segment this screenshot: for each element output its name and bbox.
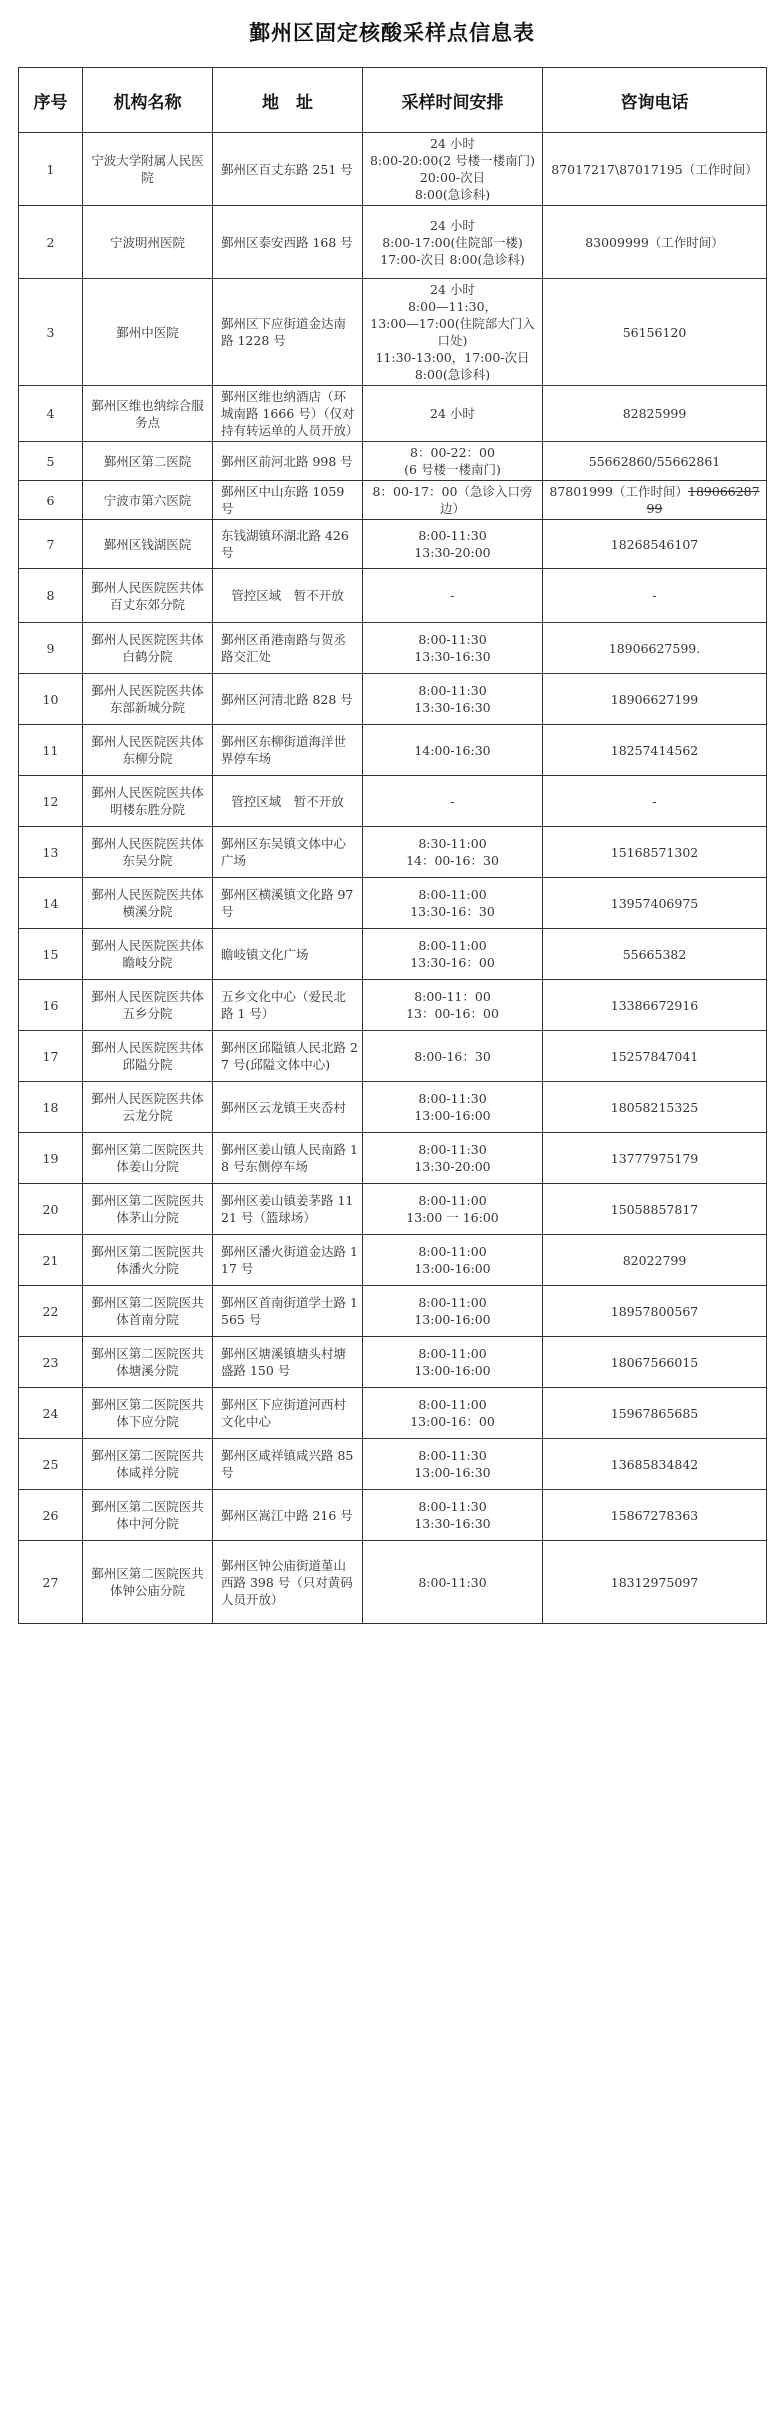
phone-text: 13386672916	[610, 997, 699, 1013]
cell-time	[363, 133, 543, 206]
cell-addr: 鄞州区咸祥镇咸兴路 85 号	[213, 1439, 363, 1490]
cell-time	[363, 1082, 543, 1133]
phone-text: 87801999（工作时间）18906628799	[549, 484, 760, 516]
cell-phone	[543, 776, 767, 827]
time-line: 13:30-16:30	[414, 1516, 491, 1531]
cell-phone	[543, 481, 767, 520]
cell-time	[363, 878, 543, 929]
time-line: 8:00-11:30	[418, 632, 487, 647]
phone-text: 18257414562	[610, 742, 699, 758]
phone-text: 15058857817	[610, 1201, 699, 1217]
cell-addr: 瞻岐镇文化广场	[213, 929, 363, 980]
phone-text: 55665382	[622, 946, 687, 962]
phone-text: 18957800567	[610, 1303, 699, 1319]
cell-time	[363, 1439, 543, 1490]
time-line: 8:00-11:30	[418, 1091, 487, 1106]
time-line: 8:00-11:00	[418, 1244, 487, 1259]
cell-addr: 鄞州区前河北路 998 号	[213, 442, 363, 481]
time-line: 8:00-11:30	[418, 528, 487, 543]
cell-time	[363, 776, 543, 827]
cell-org: 鄞州人民医院医共体云龙分院	[83, 1082, 213, 1133]
table-row	[19, 827, 767, 878]
table-row	[19, 1388, 767, 1439]
cell-no: 12	[19, 776, 83, 827]
time-line: 24 小时	[430, 406, 475, 421]
phone-text: 15967865685	[610, 1405, 699, 1421]
phone-text: 15168571302	[610, 844, 699, 860]
phone-text: 13685834842	[610, 1456, 699, 1472]
phone-text: 13957406975	[610, 895, 699, 911]
cell-time	[363, 929, 543, 980]
cell-no: 4	[19, 386, 83, 442]
cell-time	[363, 386, 543, 442]
table-body	[19, 133, 767, 1624]
table-row	[19, 1541, 767, 1624]
cell-org: 鄞州区第二医院医共体中河分院	[83, 1490, 213, 1541]
cell-time	[363, 827, 543, 878]
cell-phone	[543, 386, 767, 442]
cell-time	[363, 980, 543, 1031]
cell-no: 5	[19, 442, 83, 481]
cell-time	[363, 569, 543, 623]
cell-phone	[543, 1184, 767, 1235]
table-row	[19, 1235, 767, 1286]
phone-text: 82022799	[622, 1252, 687, 1268]
cell-addr: 鄞州区下应街道金达南路 1228 号	[213, 279, 363, 386]
cell-phone	[543, 1286, 767, 1337]
cell-org: 鄞州区第二医院医共体茅山分院	[83, 1184, 213, 1235]
time-line: 14：00-16：30	[406, 853, 499, 868]
cell-addr: 鄞州区姜山镇人民南路 18 号东侧停车场	[213, 1133, 363, 1184]
cell-org: 鄞州中医院	[83, 279, 213, 386]
cell-addr: 鄞州区钟公庙街道堇山西路 398 号（只对黄码人员开放）	[213, 1541, 363, 1624]
cell-addr: 管控区域 暂不开放	[213, 776, 363, 827]
cell-no: 16	[19, 980, 83, 1031]
table-row	[19, 929, 767, 980]
cell-org: 鄞州人民医院医共体邱隘分院	[83, 1031, 213, 1082]
cell-time	[363, 1184, 543, 1235]
cell-phone	[543, 569, 767, 623]
cell-org: 鄞州区第二医院医共体塘溪分院	[83, 1337, 213, 1388]
header-addr: 地 址	[213, 68, 363, 133]
time-line: 8:00(急诊科)	[414, 187, 491, 202]
phone-text: 55662860/55662861	[588, 453, 721, 469]
cell-no: 3	[19, 279, 83, 386]
cell-phone	[543, 279, 767, 386]
time-line: 8:00-11:30	[418, 1448, 487, 1463]
cell-phone	[543, 1082, 767, 1133]
cell-addr: 鄞州区嵩江中路 216 号	[213, 1490, 363, 1541]
time-line: 8:00-16：30	[414, 1048, 491, 1064]
time-line: -	[450, 793, 455, 809]
table-row	[19, 1490, 767, 1541]
cell-no: 8	[19, 569, 83, 623]
phone-text: 18058215325	[610, 1099, 699, 1115]
time-line: 8:00-11:00	[418, 887, 487, 902]
table-row	[19, 133, 767, 206]
cell-addr: 鄞州区甬港南路与贺丞路交汇处	[213, 623, 363, 674]
cell-time	[363, 674, 543, 725]
table-row	[19, 623, 767, 674]
cell-addr: 鄞州区横溪镇文化路 97 号	[213, 878, 363, 929]
cell-no: 10	[19, 674, 83, 725]
cell-no: 22	[19, 1286, 83, 1337]
cell-org: 鄞州人民医院医共体百丈东郊分院	[83, 569, 213, 623]
time-line: (6 号楼一楼南门)	[404, 462, 501, 477]
time-line: 14:00-16:30	[414, 742, 491, 758]
time-line: 13:00-16：00	[410, 1414, 495, 1429]
cell-phone	[543, 1133, 767, 1184]
cell-phone	[543, 1031, 767, 1082]
cell-addr: 东钱湖镇环湖北路 426 号	[213, 520, 363, 569]
cell-addr: 鄞州区邱隘镇人民北路 27 号(邱隘文体中心)	[213, 1031, 363, 1082]
cell-no: 24	[19, 1388, 83, 1439]
time-line: 8:00—11:30，	[407, 299, 498, 314]
time-line: 8:00-11:30	[418, 683, 487, 698]
cell-org: 宁波明州医院	[83, 206, 213, 279]
table-row	[19, 1082, 767, 1133]
table-row	[19, 1133, 767, 1184]
cell-org: 鄞州人民医院医共体明楼东胜分院	[83, 776, 213, 827]
time-line: 13:00-16:00	[414, 1261, 491, 1276]
cell-org: 鄞州人民医院医共体白鹤分院	[83, 623, 213, 674]
cell-no: 1	[19, 133, 83, 206]
cell-no: 25	[19, 1439, 83, 1490]
time-line: 13:30-16:30	[414, 700, 491, 715]
cell-no: 13	[19, 827, 83, 878]
time-line: 13:00-16:00	[414, 1108, 491, 1123]
phone-text: -	[652, 793, 657, 809]
time-line: 13:00-16:30	[414, 1465, 491, 1480]
phone-struck-text: 18906628799	[646, 484, 760, 516]
phone-text: 18268546107	[610, 536, 699, 552]
time-line: 11:30-13:00，17:00-次日	[375, 350, 530, 365]
cell-time	[363, 623, 543, 674]
cell-time	[363, 442, 543, 481]
table-row	[19, 442, 767, 481]
table-row	[19, 878, 767, 929]
cell-phone	[543, 929, 767, 980]
time-line: 8:00-11:30	[418, 1499, 487, 1514]
cell-addr: 鄞州区泰安西路 168 号	[213, 206, 363, 279]
time-line: 13:00-16:00	[414, 1312, 491, 1327]
cell-no: 9	[19, 623, 83, 674]
cell-addr: 鄞州区河清北路 828 号	[213, 674, 363, 725]
table-row	[19, 1337, 767, 1388]
cell-no: 17	[19, 1031, 83, 1082]
time-line: 8:30-11:00	[418, 836, 487, 851]
cell-org: 鄞州人民医院医共体横溪分院	[83, 878, 213, 929]
cell-phone	[543, 725, 767, 776]
phone-text: 18906627199	[610, 691, 699, 707]
phone-text: -	[652, 588, 657, 603]
time-line: 8:00(急诊科)	[414, 367, 491, 382]
cell-no: 27	[19, 1541, 83, 1624]
phone-text: 15257847041	[610, 1048, 699, 1064]
cell-org: 鄞州区第二医院医共体钟公庙分院	[83, 1541, 213, 1624]
cell-time	[363, 725, 543, 776]
cell-phone	[543, 623, 767, 674]
time-line: 8:00-11:00	[418, 1397, 487, 1412]
cell-org: 鄞州区第二医院医共体首南分院	[83, 1286, 213, 1337]
table-row	[19, 674, 767, 725]
table-row	[19, 776, 767, 827]
cell-no: 7	[19, 520, 83, 569]
time-line: -	[450, 588, 455, 603]
cell-phone	[543, 1388, 767, 1439]
phone-text: 87017217\87017195（工作时间）	[551, 161, 758, 177]
time-line: 8：00-17：00（急诊入口旁边）	[372, 484, 533, 516]
time-line: 13:00-16:00	[414, 1363, 491, 1378]
cell-org: 鄞州区第二医院医共体咸祥分院	[83, 1439, 213, 1490]
cell-no: 19	[19, 1133, 83, 1184]
cell-addr: 鄞州区潘火街道金达路 117 号	[213, 1235, 363, 1286]
cell-no: 15	[19, 929, 83, 980]
cell-time	[363, 206, 543, 279]
cell-time	[363, 1235, 543, 1286]
time-line: 8:00-20:00(2 号楼一楼南门) 20:00-次日	[370, 153, 535, 185]
cell-time	[363, 1031, 543, 1082]
cell-no: 20	[19, 1184, 83, 1235]
table-row	[19, 1184, 767, 1235]
cell-org: 鄞州区钱湖医院	[83, 520, 213, 569]
cell-org: 鄞州区第二医院医共体下应分院	[83, 1388, 213, 1439]
cell-phone	[543, 1235, 767, 1286]
cell-org: 鄞州人民医院医共体五乡分院	[83, 980, 213, 1031]
time-line: 8:00-11:00	[418, 1346, 487, 1361]
time-line: 24 小时	[430, 136, 475, 151]
cell-phone	[543, 827, 767, 878]
cell-phone	[543, 674, 767, 725]
cell-phone	[543, 206, 767, 279]
cell-phone	[543, 878, 767, 929]
cell-no: 2	[19, 206, 83, 279]
cell-addr: 鄞州区东吴镇文体中心广场	[213, 827, 363, 878]
table-row	[19, 386, 767, 442]
cell-phone	[543, 1337, 767, 1388]
time-line: 13:30-20:00	[414, 1159, 491, 1174]
table-row	[19, 980, 767, 1031]
time-line: 8:00-11:00	[418, 1193, 487, 1208]
table-row	[19, 725, 767, 776]
cell-time	[363, 1541, 543, 1624]
table-row	[19, 481, 767, 520]
header-phone: 咨询电话	[543, 68, 767, 133]
time-line: 8:00-11:30	[418, 1142, 487, 1157]
phone-text: 82825999	[622, 406, 687, 421]
phone-text: 56156120	[622, 324, 687, 340]
time-line: 13:00—17:00(住院部大门入口处)	[370, 316, 535, 348]
cell-time	[363, 1133, 543, 1184]
header-time: 采样时间安排	[363, 68, 543, 133]
time-line: 8:00-17:00(住院部一楼)	[382, 234, 523, 250]
cell-org: 鄞州区维也纳综合服务点	[83, 386, 213, 442]
time-line: 13:30-16：30	[410, 904, 495, 919]
time-line: 13：00-16：00	[406, 1006, 499, 1021]
cell-org: 鄞州人民医院医共体东柳分院	[83, 725, 213, 776]
time-line: 24 小时	[430, 217, 475, 233]
cell-no: 26	[19, 1490, 83, 1541]
phone-text: 18906627599.	[608, 640, 701, 656]
time-line: 13:30-16:30	[414, 649, 491, 664]
cell-phone	[543, 520, 767, 569]
cell-no: 23	[19, 1337, 83, 1388]
cell-phone	[543, 1541, 767, 1624]
cell-time	[363, 1388, 543, 1439]
table-row	[19, 1031, 767, 1082]
cell-no: 6	[19, 481, 83, 520]
phone-text: 18067566015	[610, 1354, 699, 1370]
cell-no: 21	[19, 1235, 83, 1286]
table-header-row	[19, 68, 767, 133]
cell-time	[363, 279, 543, 386]
sampling-sites-table	[18, 67, 767, 1624]
time-line: 8:00-11:00	[418, 1295, 487, 1310]
cell-addr: 五乡文化中心（爱民北路 1 号）	[213, 980, 363, 1031]
cell-org: 鄞州区第二医院医共体姜山分院	[83, 1133, 213, 1184]
cell-addr: 鄞州区中山东路 1059 号	[213, 481, 363, 520]
header-no: 序号	[19, 68, 83, 133]
cell-addr: 鄞州区东柳街道海洋世界停车场	[213, 725, 363, 776]
time-line: 8:00-11:00	[418, 938, 487, 953]
cell-addr: 鄞州区姜山镇姜茅路 1121 号（篮球场）	[213, 1184, 363, 1235]
table-row	[19, 206, 767, 279]
header-org: 机构名称	[83, 68, 213, 133]
cell-addr: 鄞州区塘溪镇塘头村塘盛路 150 号	[213, 1337, 363, 1388]
time-line: 8:00-11：00	[414, 989, 491, 1004]
cell-time	[363, 1337, 543, 1388]
time-line: 13:30-20:00	[414, 545, 491, 560]
cell-addr: 管控区域 暂不开放	[213, 569, 363, 623]
cell-time	[363, 1286, 543, 1337]
cell-org: 鄞州人民医院医共体瞻岐分院	[83, 929, 213, 980]
page-title: 鄞州区固定核酸采样点信息表	[249, 21, 535, 45]
time-line: 8:00-11:30	[418, 1574, 487, 1590]
phone-text: 18312975097	[610, 1574, 699, 1590]
time-line: 8：00-22：00	[410, 445, 495, 460]
table-row	[19, 1286, 767, 1337]
cell-phone	[543, 442, 767, 481]
cell-org: 鄞州人民医院医共体东部新城分院	[83, 674, 213, 725]
cell-addr: 鄞州区首南街道学士路 1565 号	[213, 1286, 363, 1337]
phone-text: 15867278363	[610, 1507, 699, 1523]
cell-addr: 鄞州区维也纳酒店（环城南路 1666 号）（仅对持有转运单的人员开放）	[213, 386, 363, 442]
cell-time	[363, 481, 543, 520]
table-row	[19, 279, 767, 386]
cell-phone	[543, 1490, 767, 1541]
cell-addr: 鄞州区下应街道河西村文化中心	[213, 1388, 363, 1439]
cell-time	[363, 520, 543, 569]
time-line: 17:00-次日 8:00(急诊科)	[380, 251, 525, 267]
time-line: 13:00 一 16:00	[406, 1210, 499, 1225]
table-row	[19, 569, 767, 623]
cell-org: 鄞州区第二医院医共体潘火分院	[83, 1235, 213, 1286]
cell-phone	[543, 980, 767, 1031]
cell-phone	[543, 1439, 767, 1490]
cell-no: 11	[19, 725, 83, 776]
cell-org: 鄞州区第二医院	[83, 442, 213, 481]
time-line: 24 小时	[430, 282, 475, 297]
cell-time	[363, 1490, 543, 1541]
time-line: 13:30-16：00	[410, 955, 495, 970]
phone-text: 13777975179	[610, 1150, 699, 1166]
cell-org: 鄞州人民医院医共体东吴分院	[83, 827, 213, 878]
table-row	[19, 520, 767, 569]
cell-addr: 鄞州区百丈东路 251 号	[213, 133, 363, 206]
phone-text: 83009999（工作时间）	[585, 234, 724, 250]
cell-phone	[543, 133, 767, 206]
cell-no: 18	[19, 1082, 83, 1133]
cell-no: 14	[19, 878, 83, 929]
cell-org: 宁波大学附属人民医院	[83, 133, 213, 206]
table-row	[19, 1439, 767, 1490]
cell-addr: 鄞州区云龙镇王夹岙村	[213, 1082, 363, 1133]
cell-org: 宁波市第六医院	[83, 481, 213, 520]
